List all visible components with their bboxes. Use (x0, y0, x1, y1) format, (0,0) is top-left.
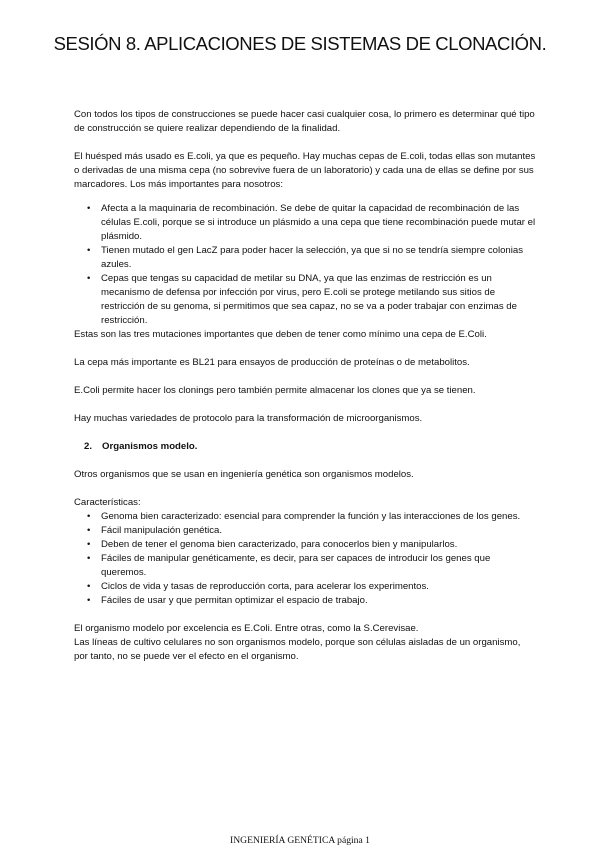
page-title: SESIÓN 8. APLICACIONES DE SISTEMAS DE CLONACIÓN. (53, 33, 547, 54)
features-label: Características: (74, 497, 141, 508)
page-footer: INGENIERÍA GENÉTICA página 1 (230, 835, 370, 846)
document-body (74, 108, 536, 664)
list-item: • Cepas que tengas su capacidad de metilar su DNA, ya que las enzimas de restricción es un mecanismo de defensa por infección por virus, pero E.coli se protege metilando sus sitios de restricción de su genoma, si permitimos que sea capaz, no se va a poder trabajar con enzimas de restricción. (101, 272, 536, 328)
protocols-paragraph: Hay muchas variedades de protocolo para la transformación de microorganismos. (74, 413, 423, 424)
list-item: • Tienen mutado el gen LacZ para poder hacer la selección, ya que si no se tendría siempre colonias azules. (101, 244, 536, 272)
clonings-paragraph: E.Coli permite hacer los clonings pero también permite almacenar los clones que ya se tienen. (74, 385, 476, 396)
list-item: • Ciclos de vida y tasas de reproducción corta, para acelerar los experimentos. (101, 580, 536, 594)
list-item: • Fáciles de manipular genéticamente, es decir, para ser capaces de introducir los genes que queremos. (101, 552, 536, 580)
bl21-paragraph: La cepa más importante es BL21 para ensayos de producción de proteínas o de metabolitos. (74, 357, 470, 368)
list-item: • Afecta a la maquinaria de recombinación. Se debe de quitar la capacidad de recombinación de las células E.coli, porque se si introduce un plásmido a una cepa que tiene recombinación puede mutar el plásmido. (101, 202, 536, 244)
model-organism-paragraph: El organismo modelo por excelencia es E.Coli. Entre otras, como la S.Cerevisae. (74, 623, 419, 634)
intro-paragraph: Con todos los tipos de construcciones se puede hacer casi cualquier cosa, lo primero es determinar qué tipo de construcción se quiere realizar dependiendo de la finalidad. (74, 109, 535, 134)
section-label: Organismos modelo. (102, 441, 198, 452)
host-paragraph: El huésped más usado es E.coli, ya que es pequeño. Hay muchas cepas de E.coli, todas ellas son mutantes o derivadas de una misma cepa (no sobrevive fuera de un laboratorio) y cada una de ellas se define por sus marcadores. Los más importantes para nosotros: (74, 151, 536, 190)
others-paragraph: Otros organismos que se usan en ingeniería genética son organismos modelos. (74, 469, 414, 480)
list-item: • Fácil manipulación genética. (101, 524, 536, 538)
features-list (74, 510, 536, 608)
cell-lines-paragraph: Las líneas de cultivo celulares no son organismos modelo, porque son células aisladas de un organismo, por tanto, no se puede ver el efecto en el organismo. (74, 637, 521, 662)
list-item: • Fáciles de usar y que permitan optimizar el espacio de trabajo. (101, 594, 536, 608)
after-markers-paragraph: Estas son las tres mutaciones importantes que deben de tener como mínimo una cepa de E.Coli. (74, 329, 487, 340)
list-item: • Genoma bien caracterizado: esencial para comprender la función y las interacciones de los genes. (101, 510, 536, 524)
list-item: • Deben de tener el genoma bien caracterizado, para conocerlos bien y manipularlos. (101, 538, 536, 552)
section-heading (74, 440, 536, 454)
section-number: 2. (84, 441, 93, 452)
markers-list (74, 202, 536, 328)
